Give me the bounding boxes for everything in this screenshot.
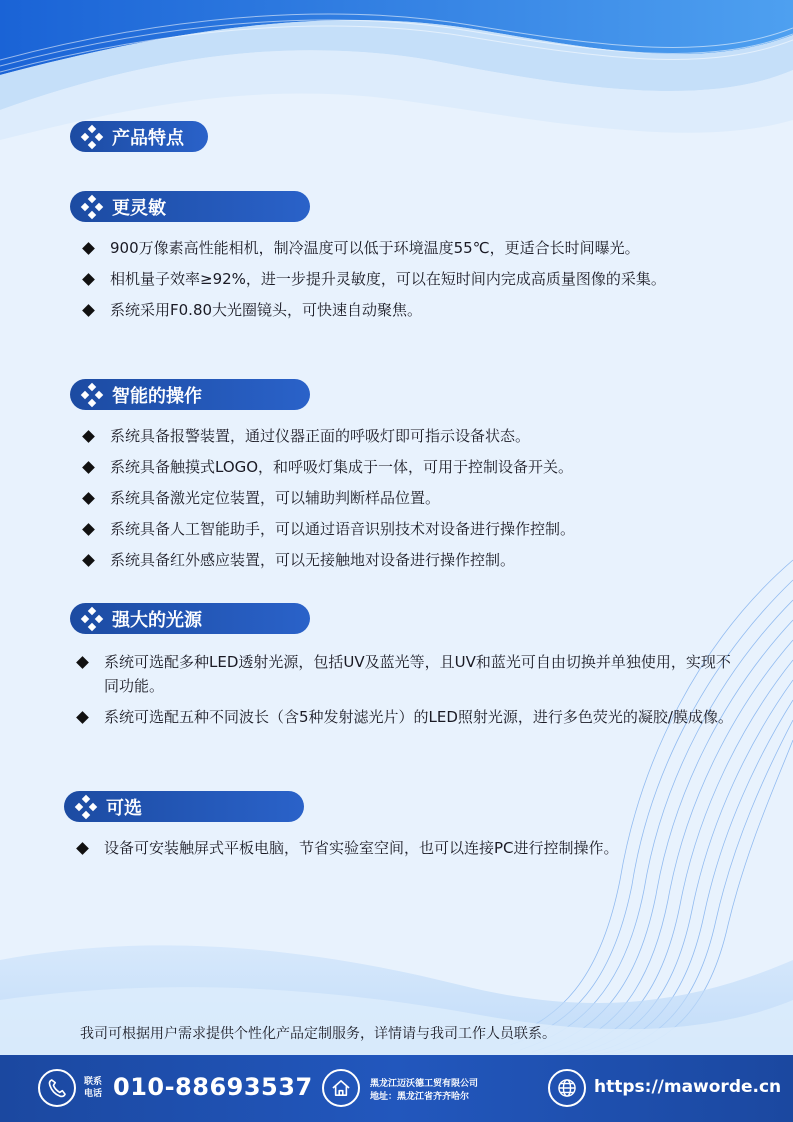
list-item: 相机量子效率≥92%，进一步提升灵敏度，可以在短时间内完成高质量图像的采集。 [80,267,730,291]
list-item: 系统可选配多种LED透射光源，包括UV及蓝光等，且UV和蓝光可自由切换并单独使用，实现不同功能。 [74,650,734,698]
diamond-bullet-icon [82,492,95,505]
diamond-bullet-icon [82,523,95,536]
diamond-bullet-icon [82,273,95,286]
section-title: 强大的光源 [112,609,202,631]
diamond-bullet-icon [76,711,89,724]
diamond-bullet-icon [76,842,89,855]
diamond-bullet-icon [82,304,95,317]
diamond-cluster-icon [78,381,106,409]
section-title: 更灵敏 [112,197,166,219]
contact-label: 联系 电话 [84,1077,103,1099]
diamond-bullet-icon [82,242,95,255]
phone-number: 010-88693537 [113,1073,313,1101]
section-title: 可选 [106,797,142,819]
section-header-optional [64,791,304,822]
section-header-light-source [70,603,310,634]
footer-bar [0,1055,793,1122]
diamond-cluster-icon [78,193,106,221]
diamond-cluster-icon [78,123,106,151]
list-item: 系统采用F0.80大光圈镜头，可快速自动聚焦。 [80,298,730,322]
section-title: 智能的操作 [112,385,202,407]
section-header-smart-operation [70,379,310,410]
diamond-bullet-icon [82,430,95,443]
house-icon [322,1069,360,1107]
company-name: 黑龙江迈沃德工贸有限公司 [370,1079,479,1089]
website-link[interactable]: https://maworde.cn [594,1077,782,1097]
section-list-smart-operation [80,424,740,579]
list-item: 设备可安装触屏式平板电脑，节省实验室空间，也可以连接PC进行控制操作。 [74,836,734,860]
list-item: 系统可选配五种不同波长（含5种发射滤光片）的LED照射光源，进行多色荧光的凝胶/膜成像。 [74,705,734,729]
page-title: 产品特点 [112,127,184,149]
page-title-pill [70,121,208,152]
globe-icon [548,1069,586,1107]
diamond-cluster-icon [78,605,106,633]
section-list-optional [74,836,734,867]
list-item: 系统具备报警装置，通过仪器正面的呼吸灯即可指示设备状态。 [80,424,740,448]
list-item: 系统具备人工智能助手，可以通过语音识别技术对设备进行操作控制。 [80,517,740,541]
customization-note: 我司可根据用户需求提供个性化产品定制服务，详情请与我司工作人员联系。 [80,1026,556,1042]
section-header-sensitivity [70,191,310,222]
diamond-bullet-icon [82,554,95,567]
section-list-sensitivity [80,236,730,329]
list-item: 900万像素高性能相机，制冷温度可以低于环境温度55℃，更适合长时间曝光。 [80,236,730,260]
address-line: 地址：黑龙江省齐齐哈尔 [370,1092,470,1102]
section-list-light-source [74,650,734,736]
diamond-bullet-icon [76,656,89,669]
list-item: 系统具备红外感应装置，可以无接触地对设备进行操作控制。 [80,548,740,572]
list-item: 系统具备激光定位装置，可以辅助判断样品位置。 [80,486,740,510]
company-address [370,1078,478,1104]
list-item: 系统具备触摸式LOGO，和呼吸灯集成于一体，可用于控制设备开关。 [80,455,740,479]
diamond-cluster-icon [72,793,100,821]
diamond-bullet-icon [82,461,95,474]
phone-icon [38,1069,76,1107]
